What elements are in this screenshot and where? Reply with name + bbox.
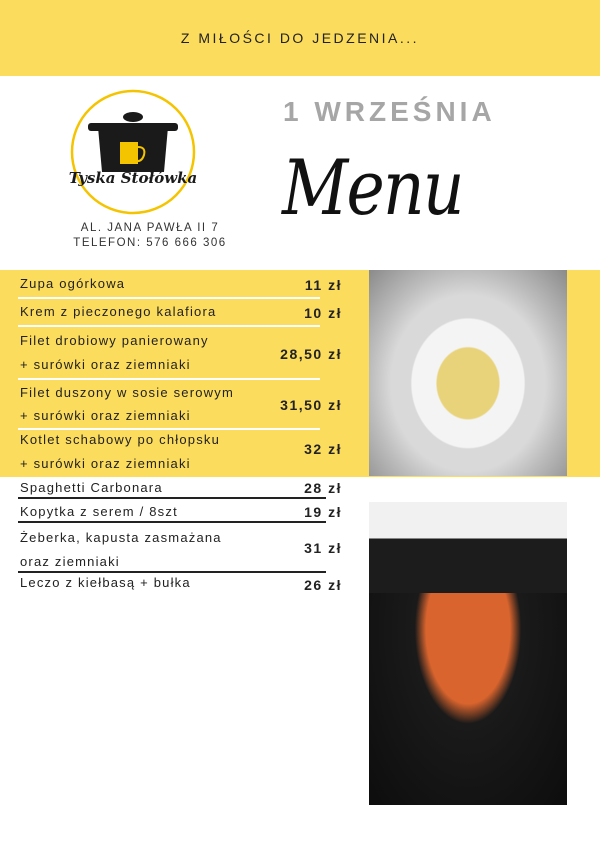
menu-script-title: Menu (282, 143, 463, 232)
menu-item-price: 19 zł (304, 504, 342, 520)
menu-item-side: oraz ziemniaki (20, 554, 120, 569)
stew-photo (369, 502, 567, 805)
menu-item-price: 31 zł (304, 540, 342, 556)
menu-item-name: Kopytka z serem / 8szt (20, 504, 178, 519)
restaurant-logo (68, 87, 198, 217)
menu-item-price: 28 zł (304, 480, 342, 496)
menu-item-name: Spaghetti Carbonara (20, 480, 163, 495)
menu-item-price: 11 zł (304, 277, 342, 293)
menu-item-name: Leczo z kiełbasą + bułka (20, 575, 191, 590)
soup-photo (369, 270, 567, 476)
menu-item-price: 10 zł (304, 305, 342, 321)
menu-item-name: Krem z pieczonego kalafiora (20, 304, 217, 319)
menu-item-price: 26 zł (304, 577, 342, 593)
tagline: Z MIŁOŚCI DO JEDZENIA... (180, 30, 420, 46)
address: AL. JANA PAWŁA II 7 (80, 222, 220, 234)
divider (18, 325, 320, 327)
menu-item-name: Filet drobiowy panierowany (20, 333, 209, 348)
menu-item-name: Żeberka, kapusta zasmażana (20, 530, 222, 545)
divider (18, 378, 320, 380)
menu-item-name: Zupa ogórkowa (20, 276, 126, 291)
phone: TELEFON: 576 666 306 (73, 237, 227, 249)
menu-date: 1 WRZEŚNIA (283, 96, 496, 127)
divider (18, 497, 326, 499)
menu-item-price: 28,50 zł (280, 346, 342, 362)
menu-item-name: Filet duszony w sosie serowym (20, 385, 234, 400)
menu-item-side: + surówki oraz ziemniaki (20, 456, 191, 471)
menu-item-side: + surówki oraz ziemniaki (20, 408, 191, 423)
menu-item-price: 31,50 zł (280, 397, 342, 413)
menu-item-side: + surówki oraz ziemniaki (20, 357, 191, 372)
divider (18, 521, 326, 523)
divider (18, 297, 320, 299)
menu-item-name: Kotlet schabowy po chłopsku (20, 432, 221, 447)
menu-item-price: 32 zł (304, 441, 342, 457)
svg-text:Tyska Stołówka: Tyska Stołówka (68, 169, 198, 187)
top-banner (0, 0, 600, 76)
